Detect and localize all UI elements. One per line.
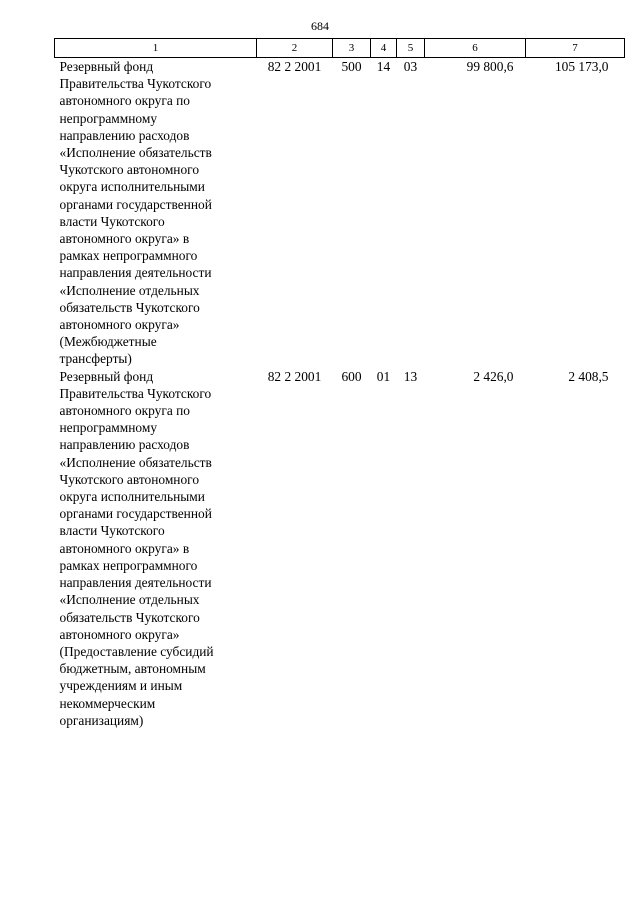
subsection-code: 03 (403, 59, 418, 74)
expense-item-name-line: власти Чукотского (59, 213, 165, 229)
expense-type-code: 500 (341, 59, 362, 74)
expense-item-name-line: учреждениям и иным (59, 678, 183, 694)
amount-column-6: 99 800,6 (466, 59, 514, 74)
expense-item-name-line: направления деятельности (59, 265, 212, 281)
expense-item-name-line: направлению расходов (59, 127, 190, 143)
expense-item-name (55, 368, 257, 729)
expense-item-name-line: Резервный фонд (59, 59, 154, 74)
expense-item-name-line: «Исполнение отдельных (59, 592, 200, 608)
column-number-header-row (55, 39, 625, 58)
expense-item-name (55, 58, 257, 368)
table-body (55, 58, 625, 729)
expense-item-name-line: Правительства Чукотского (59, 76, 212, 92)
expense-item-name-line: автономного округа» в (59, 540, 190, 556)
column-header-3: 3 (333, 39, 371, 58)
section-code: 01 (376, 368, 391, 384)
expense-item-name-line: округа исполнительными (59, 179, 205, 195)
expense-item-name-line: Правительства Чукотского (59, 385, 212, 401)
expense-item-name-line: трансферты) (59, 351, 132, 367)
amount-column-7: 2 408,5 (568, 368, 609, 384)
table-row (55, 58, 625, 368)
page-number: 684 (311, 19, 329, 33)
expense-item-name-line: «Исполнение обязательств (59, 454, 212, 470)
target-article-code: 82 2 2001 (267, 59, 322, 74)
expense-item-name-line: (Межбюджетные (59, 334, 157, 350)
expense-item-name-line: автономного округа» (59, 317, 180, 333)
section-code: 14 (376, 59, 391, 74)
amount-column-6: 2 426,0 (473, 368, 514, 384)
expense-item-name-line: некоммерческим (59, 695, 156, 711)
expense-item-name-line: органами государственной (59, 196, 212, 212)
expense-item-name-line: округа исполнительными (59, 489, 205, 505)
expense-item-name-line: автономного округа» в (59, 231, 190, 247)
expense-item-name-line: рамках непрограммного (59, 557, 198, 573)
expense-item-name-line: обязательств Чукотского (59, 609, 200, 625)
column-header-4: 4 (371, 39, 397, 58)
expense-type-code: 600 (341, 368, 362, 384)
expense-item-name-line: автономного округа по (59, 93, 191, 109)
expense-item-name-line: власти Чукотского (59, 523, 165, 539)
expense-item-name-line: направлению расходов (59, 437, 190, 453)
table-row (55, 368, 625, 729)
column-header-5: 5 (397, 39, 425, 58)
expense-item-name-line: Чукотского автономного (59, 471, 200, 487)
expense-item-name-line: Чукотского автономного (59, 162, 200, 178)
budget-table (54, 38, 625, 729)
expense-item-name-line: Резервный фонд (59, 368, 154, 384)
column-header-6: 6 (425, 39, 526, 58)
column-header-2: 2 (257, 39, 333, 58)
subsection-code: 13 (403, 368, 418, 384)
expense-item-name-line: автономного округа по (59, 403, 191, 419)
expense-item-name-line: органами государственной (59, 506, 212, 522)
expense-item-name-line: «Исполнение отдельных (59, 282, 200, 298)
expense-item-name-line: непрограммному (59, 420, 158, 436)
expense-item-name-line: «Исполнение обязательств (59, 145, 212, 161)
expense-item-name-line: обязательств Чукотского (59, 299, 200, 315)
expense-item-name-line: непрограммному (59, 110, 158, 126)
expense-item-name-line: бюджетным, автономным (59, 661, 206, 677)
expense-item-name-line: направления деятельности (59, 575, 212, 591)
expense-item-name-line: рамках непрограммного (59, 248, 198, 264)
target-article-code: 82 2 2001 (267, 368, 322, 384)
expense-item-name-line: организациям) (59, 712, 144, 728)
column-header-1: 1 (55, 39, 257, 58)
amount-column-7: 105 173,0 (554, 59, 609, 74)
expense-item-name-line: автономного округа» (59, 626, 180, 642)
expense-item-name-line: (Предоставление субсидий (59, 643, 214, 659)
column-header-7: 7 (526, 39, 625, 58)
